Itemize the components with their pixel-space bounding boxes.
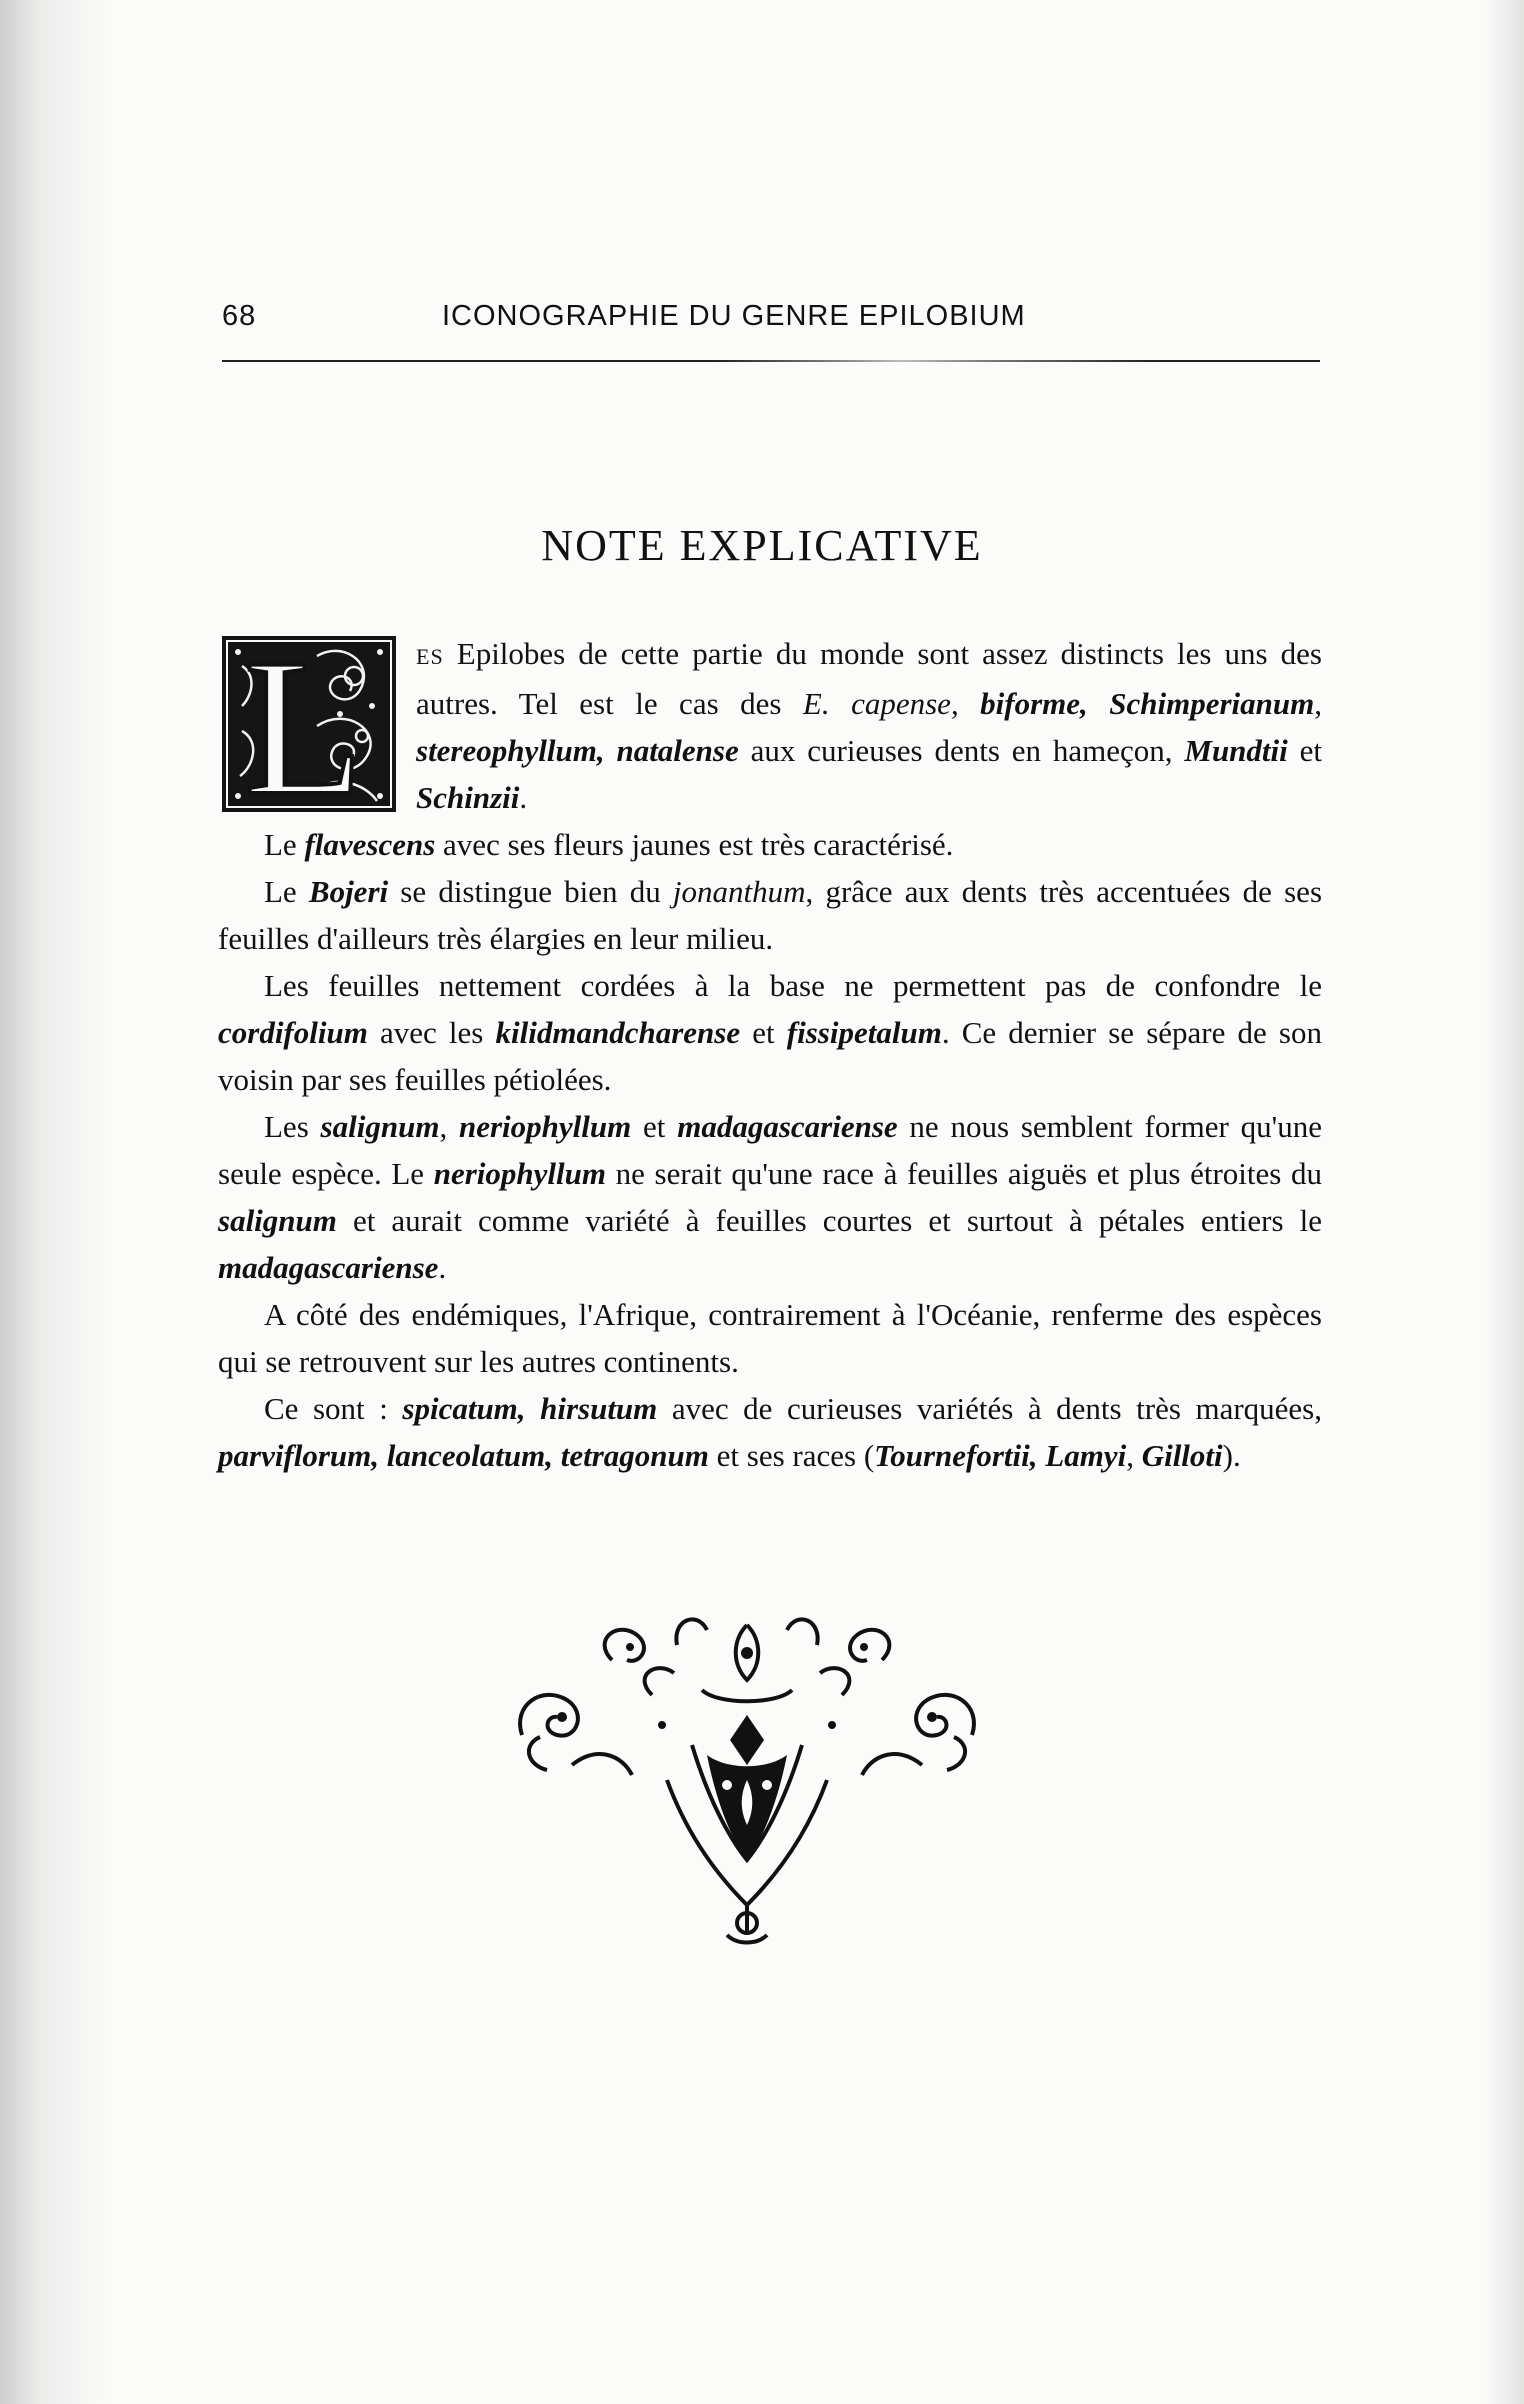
ornamental-vignette: [502, 1605, 992, 1950]
text-span: Les feuilles nettement cordées à la base ne permettent pas de confondre le: [264, 968, 1322, 1003]
species-name: neriophyllum: [433, 1156, 606, 1191]
text-span: avec les: [367, 1015, 496, 1050]
species-name: salignum: [218, 1203, 337, 1238]
species-name: Tournefortii, Lamyi: [874, 1438, 1127, 1473]
species-name: madagascariense: [218, 1250, 439, 1285]
body-text: [218, 619, 1323, 1479]
species-name: Gilloti: [1141, 1438, 1223, 1473]
text-span: Les: [264, 1109, 321, 1144]
species-name: E. capense: [802, 686, 951, 721]
species-name: salignum: [320, 1109, 440, 1144]
text-span: et: [1287, 733, 1323, 768]
species-name: Bojeri: [308, 874, 389, 909]
species-name: madagascariense: [677, 1109, 898, 1144]
text-span: aux curieuses dents en hameçon,: [738, 733, 1185, 768]
text-span: . Ce dernier se sépare de son voisin par ses feuilles pétiolées.: [218, 1015, 1322, 1097]
text-span: ,: [950, 686, 981, 721]
text-span: , grâce aux dents très accentuées de ses feuilles d'ailleurs très élargies en leur milieu.: [218, 874, 1323, 956]
text-span: A côté des endémiques, l'Afrique, contrairement à l'Océanie, renferme des espèces qui se retrouvent sur les autres continents.: [218, 1297, 1322, 1379]
species-name: jonanthum: [672, 874, 806, 909]
text-span: et: [740, 1015, 787, 1050]
running-head: [222, 300, 1320, 344]
species-name: flavescens: [304, 827, 436, 862]
text-span: ne nous semblent former qu'une seule espèce. Le: [218, 1109, 1323, 1191]
paragraph-6: [218, 1291, 1322, 1385]
text-span: et aurait comme variété à feuilles courtes et surtout à pétales entiers le: [336, 1203, 1322, 1238]
page-number: 68: [222, 300, 257, 332]
text-span: ,: [439, 1109, 459, 1144]
text-span: ne serait qu'une race à feuilles aiguës et plus étroites du: [605, 1156, 1323, 1191]
species-name: biforme, Schimperianum: [980, 686, 1315, 721]
text-span: Ce sont :: [264, 1391, 403, 1426]
text-span: .: [519, 780, 528, 815]
species-name: fissipetalum: [786, 1015, 942, 1050]
paragraph-2: [218, 821, 1322, 868]
header-rule: [222, 360, 1320, 362]
species-name: spicatum, hirsutum: [402, 1391, 658, 1426]
text-span: ,: [1314, 686, 1323, 721]
ornamental-drop-cap: [222, 619, 396, 836]
text-span: Le: [264, 827, 305, 862]
text-span: se distingue bien du: [388, 874, 673, 909]
page-title: NOTE EXPLICATIVE: [541, 521, 983, 570]
text-span: et ses races (: [708, 1438, 875, 1473]
paragraph-3: [218, 868, 1322, 962]
running-title: ICONOGRAPHIE DU GENRE EPILOBIUM: [442, 300, 1026, 332]
ornament-icon: [502, 1605, 992, 1950]
species-name: Schinzii: [416, 780, 520, 815]
species-name: parviflorum, lanceolatum, tetragonum: [218, 1438, 709, 1473]
paragraph-4: [218, 962, 1322, 1103]
text-span: ,: [1126, 1438, 1142, 1473]
species-name: kilidmandcharense: [495, 1015, 741, 1050]
species-name: stereophyllum, natalense: [416, 733, 739, 768]
text-span: avec ses fleurs jaunes est très caractérisé.: [435, 827, 954, 862]
paragraph-5: [218, 1103, 1322, 1291]
species-name: cordifolium: [218, 1015, 368, 1050]
text-span: et: [631, 1109, 678, 1144]
text-span: .: [438, 1250, 447, 1285]
text-span: avec de curieuses variétés à dents très marquées,: [657, 1391, 1322, 1426]
species-name: neriophyllum: [458, 1109, 632, 1144]
text-span: ).: [1222, 1438, 1241, 1473]
small-caps-text: ES: [416, 644, 444, 669]
text-span: Le: [264, 874, 309, 909]
paragraph-1: [218, 619, 1323, 836]
text-span: Epilobes de cette partie du monde sont assez distincts les uns des autres. Tel est le cas des: [416, 636, 1322, 721]
species-name: Mundtii: [1184, 733, 1288, 768]
paragraph-7: [218, 1385, 1322, 1479]
drop-cap-letter: L: [244, 619, 364, 836]
